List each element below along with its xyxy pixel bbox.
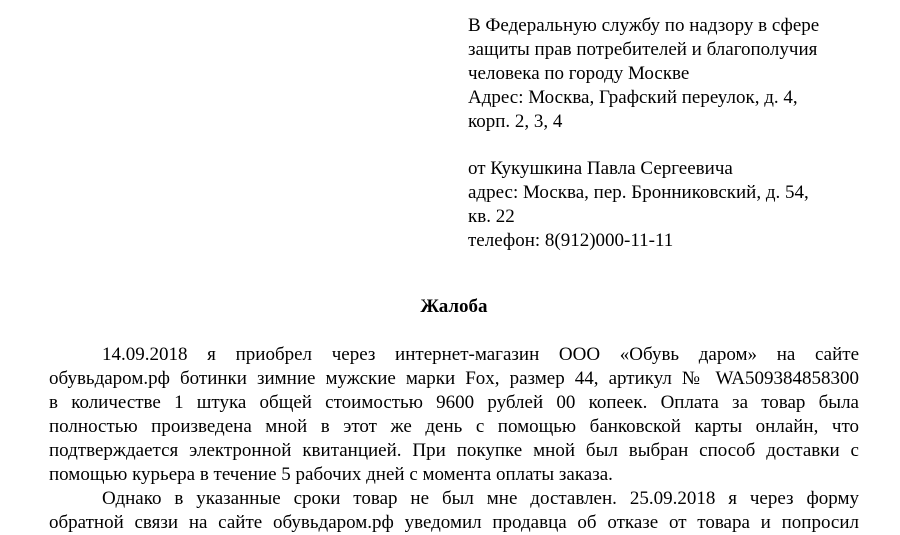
document-title: Жалоба (420, 296, 488, 317)
sender-address-line: адрес: Москва, пер. Бронниковский, д. 54, (468, 182, 809, 203)
body-line: помощью курьера в течение 5 рабочих дней с момента оплаты заказа. (49, 464, 613, 485)
addressee-address-line: корп. 2, 3, 4 (468, 111, 563, 132)
body-line: в количестве 1 штука общей стоимостью 9600 рублей 00 копеек. Оплата за товар была (49, 392, 859, 413)
addressee-line: В Федеральную службу по надзору в сфере (468, 15, 820, 36)
addressee-line: человека по городу Москве (468, 63, 690, 84)
addressee-block (468, 14, 888, 134)
body-line: 14.09.2018 я приобрел через интернет-магазин ООО «Обувь даром» на сайте (102, 344, 859, 365)
sender-block (468, 157, 888, 253)
body-line: обратной связи на сайте обувьдаром.рф уведомил продавца об отказе от товара и попросил (49, 512, 859, 533)
document-body (49, 343, 859, 535)
body-line: Однако в указанные сроки товар не был мне доставлен. 25.09.2018 я через форму (102, 488, 859, 509)
body-line: полностью произведена мной в этот же день с помощью банковской карты онлайн, что (49, 416, 859, 437)
body-line: обувьдаром.рф ботинки зимние мужские марки Fox, размер 44, артикул № WA509384858300 (49, 368, 859, 389)
body-line: подтверждается электронной квитанцией. При покупке мной был выбран способ доставки с (49, 440, 859, 461)
addressee-address-line: Адрес: Москва, Графский переулок, д. 4, (468, 87, 798, 108)
addressee-line: защиты прав потребителей и благополучия (468, 39, 818, 60)
sender-phone: телефон: 8(912)000-11-11 (468, 230, 674, 251)
sender-address-line: кв. 22 (468, 206, 515, 227)
sender-name: от Кукушкина Павла Сергеевича (468, 158, 733, 179)
